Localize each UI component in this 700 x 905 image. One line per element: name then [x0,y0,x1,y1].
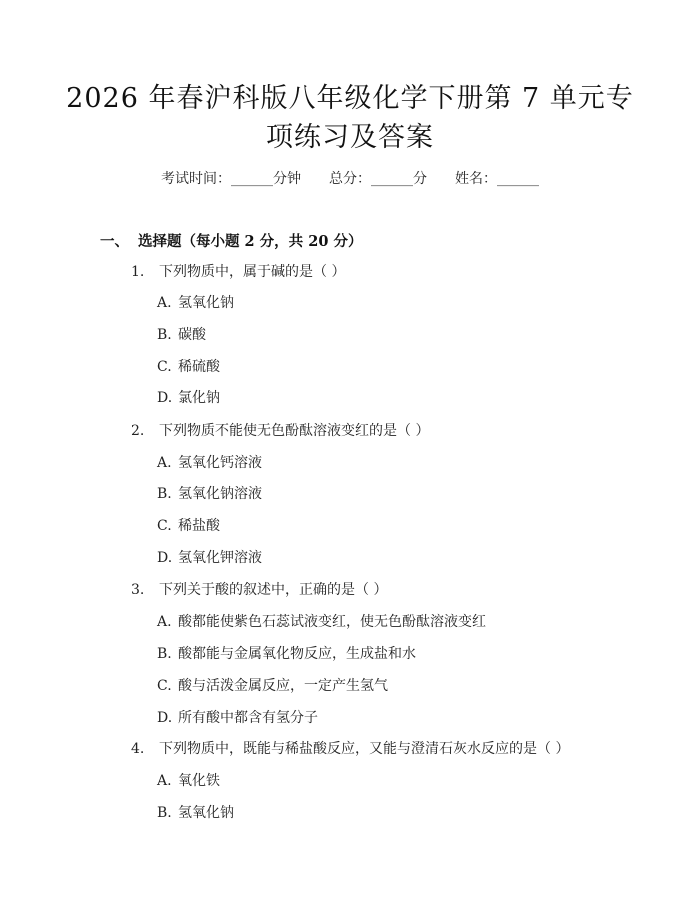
option [157,802,234,822]
option [157,324,206,344]
question-4 [131,738,569,758]
option-letter: B. [157,805,172,821]
option [157,452,262,472]
exam-total-score: 总分：______分 [329,171,427,187]
question-text: 下列物质中，既能与稀盐酸反应，又能与澄清石灰水反应的是（ ） [159,741,570,757]
question-text: 下列物质不能使无色酚酞溶液变红的是（ ） [159,423,430,439]
document-title-line-1: 2026 年春沪科版八年级化学下册第 7 单元专 [66,83,634,114]
exam-time: 考试时间：______分钟 [161,171,301,187]
question-text: 下列物质中，属于碱的是（ ） [159,264,346,280]
option [157,515,220,535]
question-number: 2. [131,423,145,439]
option-letter: D. [157,550,173,566]
option-letter: C. [157,678,172,694]
option-text: 氧化铁 [178,773,220,789]
question-number: 3. [131,582,145,598]
section-number: 一、 [100,233,129,250]
option-text: 稀盐酸 [178,518,220,534]
option [157,643,416,663]
option-text: 氢氧化钠溶液 [178,486,262,502]
option [157,770,220,790]
document-title-line-2: 项练习及答案 [266,122,434,153]
exam-name-field: 姓名：______ [455,171,539,187]
option-letter: A. [157,773,172,789]
option [157,707,318,727]
option-letter: D. [157,390,173,406]
question-number: 1. [131,264,145,280]
option [157,356,220,376]
option [157,547,262,567]
option-letter: C. [157,518,172,534]
question-2 [131,420,429,440]
option-text: 酸都能使紫色石蕊试液变红，使无色酚酞溶液变红 [178,614,486,630]
exam-info [0,168,700,188]
question-3 [131,579,387,599]
option-text: 氢氧化钠 [178,295,234,311]
option-text: 氢氧化钠 [178,805,234,821]
section-title: 选择题（每小题 2 分，共 20 分） [138,233,363,250]
option-text: 碳酸 [178,327,206,343]
option-letter: A. [157,455,172,471]
question-number: 4. [131,741,145,757]
option-letter: C. [157,359,172,375]
option-letter: A. [157,614,172,630]
option [157,611,486,631]
option-letter: B. [157,646,172,662]
option-letter: B. [157,486,172,502]
option-letter: B. [157,327,172,343]
option [157,387,220,407]
question-text: 下列关于酸的叙述中，正确的是（ ） [159,582,388,598]
option-letter: A. [157,295,172,311]
option-text: 稀硫酸 [178,359,220,375]
option-text: 酸与活泼金属反应，一定产生氢气 [178,678,388,694]
option-letter: D. [157,710,173,726]
option-text: 氯化钠 [178,390,220,406]
option-text: 所有酸中都含有氢分子 [178,710,318,726]
option-text: 氢氧化钙溶液 [178,455,262,471]
option-text: 氢氧化钾溶液 [178,550,262,566]
option [157,483,262,503]
option-text: 酸都能与金属氧化物反应，生成盐和水 [178,646,416,662]
question-1 [131,261,345,281]
section-heading [100,230,362,251]
option [157,292,234,312]
option [157,675,388,695]
